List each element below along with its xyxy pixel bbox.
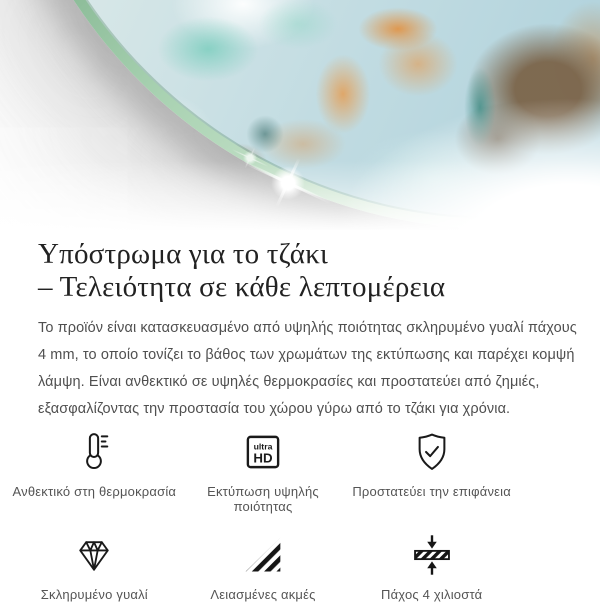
thickness-icon	[410, 532, 454, 578]
page-title	[38, 238, 578, 304]
product-description: Το προϊόν είναι κατασκευασμένο από υψηλής ποιότητας σκληρυμένο γυαλί πάχους 4 mm, το οποίο τονίζει το βάθος των χρωμάτων της εκτύπωσης και παρέχει κομψή λάμψη. Είναι ανθεκτικό σε υψηλές θερμοκρασίες και προστατεύει από ζημιές, εξασφαλίζοντας την προστασία του χώρου γύρω από το τζάκι για χρόνια.	[38, 320, 577, 417]
ultra-hd-badge-top: ultra	[253, 441, 273, 452]
product-description-section	[0, 238, 600, 602]
feature-polished-edges	[179, 532, 348, 602]
feature-temperature	[10, 429, 179, 514]
shield-check-icon	[410, 429, 454, 475]
ultra-hd-icon	[241, 429, 285, 475]
thermometer-icon	[72, 429, 116, 475]
feature-grid	[10, 429, 516, 602]
feature-label: Εκτύπωση υψηλής ποιότητας	[207, 484, 319, 514]
product-image	[0, 0, 600, 230]
polished-edges-icon	[241, 532, 285, 578]
diamond-icon	[72, 532, 116, 578]
feature-label: Λειασμένες ακμές	[210, 587, 316, 602]
feature-label: Προστατεύει την επιφάνεια	[352, 484, 511, 499]
feature-thickness	[347, 532, 516, 602]
feature-protection	[347, 429, 516, 514]
feature-print-quality	[179, 429, 348, 514]
ultra-hd-badge-bottom: HD	[253, 450, 273, 466]
page-title-line2: – Τελειότητα σε κάθε λεπτομέρεια	[38, 271, 446, 303]
page-title-line1: Υπόστρωμα για το τζάκι	[38, 238, 329, 270]
feature-label: Πάχος 4 χιλιοστά	[380, 587, 483, 602]
feature-label: Σκληρυμένο γυαλί	[40, 587, 148, 602]
feature-tempered-glass	[10, 532, 179, 602]
feature-label: Ανθεκτικό στη θερμοκρασία	[12, 484, 177, 499]
